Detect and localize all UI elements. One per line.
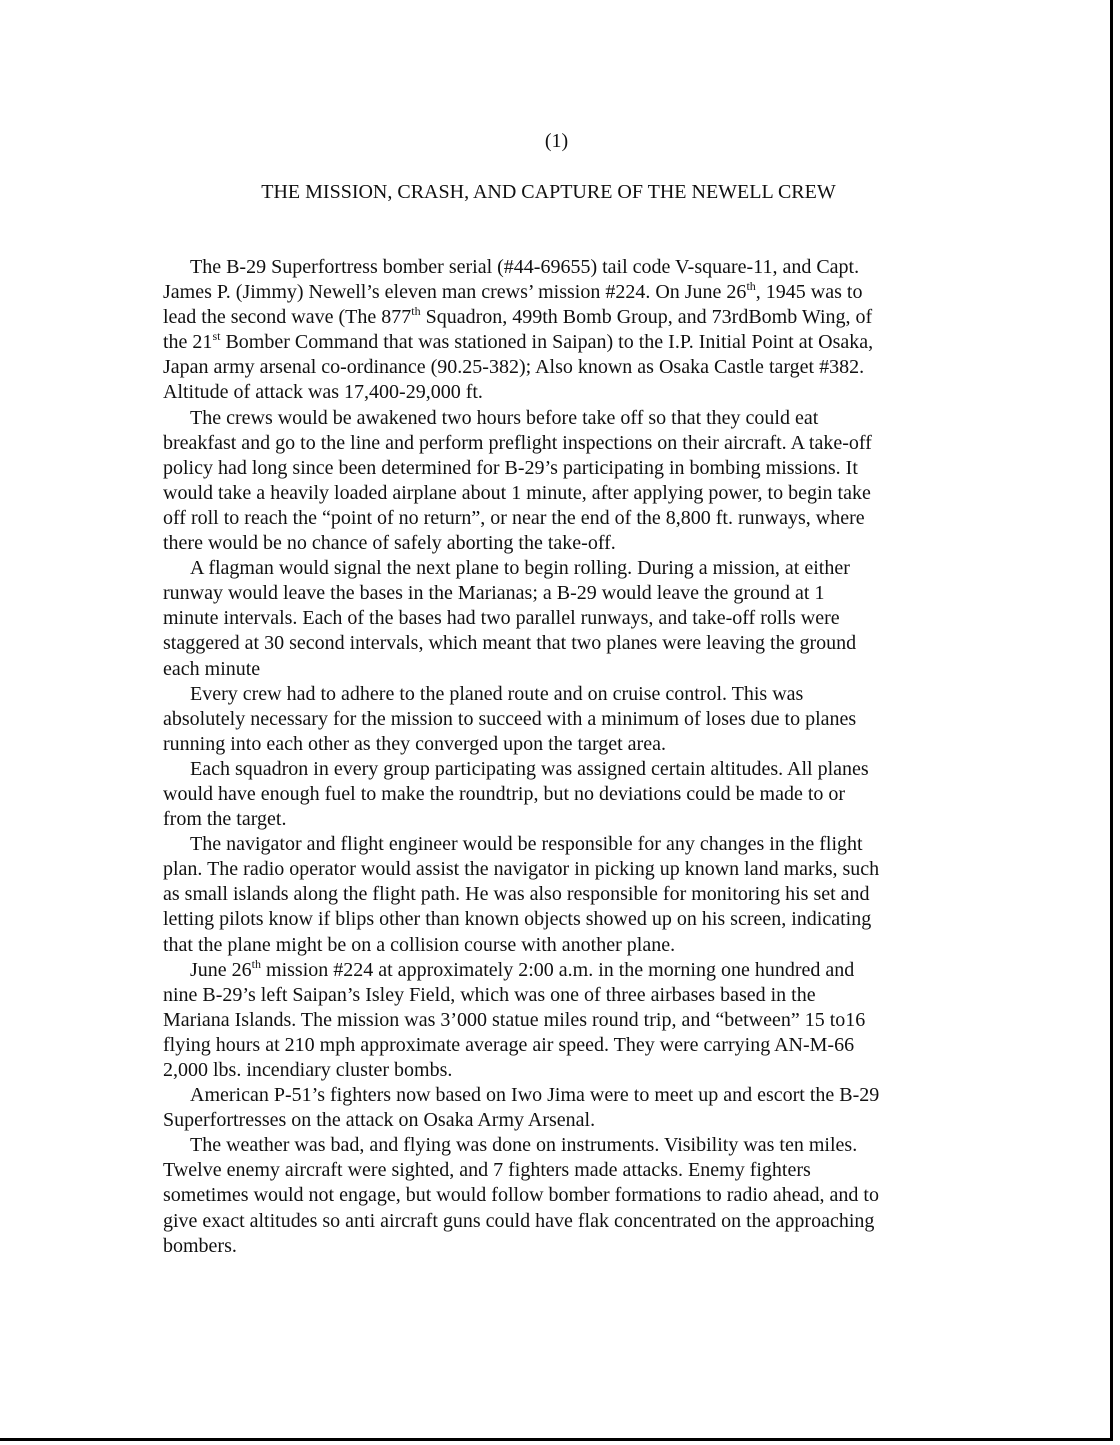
text-span: June 26 [190, 958, 252, 981]
paragraph [163, 757, 953, 832]
paragraph [163, 832, 953, 957]
text-line [163, 280, 953, 305]
text-line: running into each other as they converged upon the target area. [163, 732, 666, 755]
text-span: mission #224 at approximately 2:00 a.m. in the morning one hundred and [261, 958, 855, 981]
paragraph [163, 556, 953, 681]
text-line: bombers. [163, 1234, 237, 1257]
text-line [163, 958, 953, 983]
text-line: Superfortresses on the attack on Osaka Army Arsenal. [163, 1109, 596, 1132]
text-line: runway would leave the bases in the Marianas; a B-29 would leave the ground at 1 [163, 582, 825, 605]
paragraph [163, 406, 953, 557]
text-line: absolutely necessary for the mission to succeed with a minimum of loses due to planes [163, 707, 857, 730]
text-line: The weather was bad, and flying was done on instruments. Visibility was ten miles. [190, 1134, 858, 1157]
text-line: there would be no chance of safely aborting the take-off. [163, 532, 616, 555]
text-line: would take a heavily loaded airplane about 1 minute, after applying power, to begin take [163, 481, 871, 504]
text-line: Every crew had to adhere to the planed route and on cruise control. This was [190, 682, 804, 705]
text-line: Each squadron in every group participating was assigned certain altitudes. All planes [190, 757, 869, 780]
text-line: The navigator and flight engineer would be responsible for any changes in the flight [190, 833, 863, 856]
page-number: (1) [544, 130, 569, 152]
text-line: flying hours at 210 mph approximate average air speed. They were carrying AN-M-66 [163, 1033, 855, 1056]
text-line: 2,000 lbs. incendiary cluster bombs. [163, 1059, 453, 1081]
text-line: that the plane might be on a collision course with another plane. [163, 933, 676, 956]
text-line: minute intervals. Each of the bases had two parallel runways, and take-off rolls were [163, 607, 840, 630]
text-line: Japan army arsenal co-ordinance (90.25-382); Also known as Osaka Castle target #382. [163, 356, 865, 379]
text-line: give exact altitudes so anti aircraft guns could have flak concentrated on the approaching [163, 1209, 875, 1232]
document-title: THE MISSION, CRASH, AND CAPTURE OF THE NEWELL CREW [261, 181, 836, 203]
text-line: Mariana Islands. The mission was 3’000 statue miles round trip, and “between” 15 to16 [163, 1008, 866, 1031]
text-line: breakfast and go to the line and perform preflight inspections on their aircraft. A take-off [163, 431, 872, 454]
paragraph [163, 1083, 953, 1133]
text-line: letting pilots know if blips other than known objects showed up on his screen, indicating [163, 908, 872, 931]
text-line: off roll to reach the “point of no return”, or near the end of the 8,800 ft. runways, where [163, 506, 865, 529]
text-line: would have enough fuel to make the roundtrip, but no deviations could be made to or [163, 782, 846, 805]
text-line: American P-51’s fighters now based on Iwo Jima were to meet up and escort the B-29 [190, 1084, 880, 1107]
text-span: Squadron, 499th Bomb Group, and 73rdBomb Wing, of [420, 306, 873, 329]
text-line: The B-29 Superfortress bomber serial (#44-69655) tail code V-square-11, and Capt. [190, 256, 860, 278]
text-span: lead the second wave (The 877 [163, 306, 412, 329]
text-span: , 1945 was to [755, 281, 863, 304]
paragraph [163, 958, 953, 1083]
paragraph [163, 1133, 953, 1258]
text-line: nine B-29’s left Saipan’s Isley Field, which was one of three airbases based in the [163, 983, 816, 1006]
ordinal-suffix: th [251, 956, 262, 971]
ordinal-suffix: th [411, 304, 421, 319]
text-span: Bomber Command that was stationed in Saipan) to the I.P. Initial Point at Osaka, [220, 331, 874, 354]
text-line: The crews would be awakened two hours before take off so that they could eat [190, 406, 819, 429]
text-line: staggered at 30 second intervals, which meant that two planes were leaving the ground [163, 632, 857, 655]
text-line [163, 305, 953, 330]
paragraph [163, 255, 953, 406]
text-line: plan. The radio operator would assist the navigator in picking up known land marks, such [163, 858, 880, 881]
document-body [163, 255, 953, 1259]
text-line: policy had long since been determined for B-29’s participating in bombing missions. It [163, 456, 858, 479]
ordinal-suffix: th [746, 279, 756, 294]
text-line: as small islands along the flight path. He was also responsible for monitoring his set and [163, 883, 870, 906]
text-line: sometimes would not engage, but would follow bomber formations to radio ahead, and to [163, 1184, 879, 1207]
ordinal-suffix: st [212, 329, 221, 344]
text-line: each minute [163, 657, 261, 680]
text-span: James P. (Jimmy) Newell’s eleven man crews’ mission #224. On June 26 [163, 281, 747, 304]
text-line: from the target. [163, 808, 287, 831]
paragraph [163, 682, 953, 757]
text-line [163, 330, 953, 355]
text-line: A flagman would signal the next plane to begin rolling. During a mission, at either [190, 557, 850, 580]
text-line: Twelve enemy aircraft were sighted, and 7 fighters made attacks. Enemy fighters [163, 1159, 811, 1182]
text-span: the 21 [163, 331, 213, 354]
text-line: Altitude of attack was 17,400-29,000 ft. [163, 381, 483, 404]
